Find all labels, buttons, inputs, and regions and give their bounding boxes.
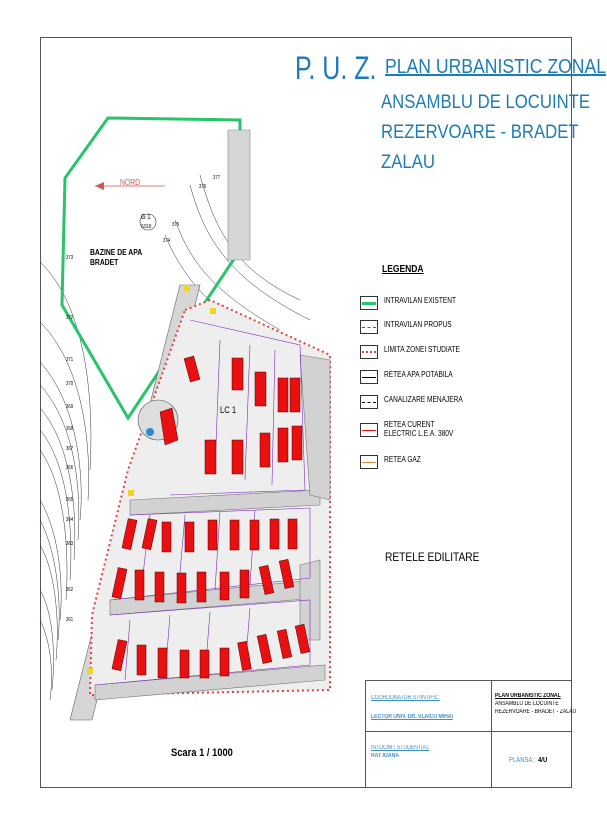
legend-swatch <box>360 296 378 310</box>
legend-item-intravilan-propus <box>360 320 560 336</box>
contour-label: 362 <box>66 587 74 593</box>
contour-label: 377 <box>213 175 221 181</box>
contour-label: 369 <box>66 404 74 410</box>
stamp-plan-line1: ANSAMBLU DE LOCUINTE <box>495 701 559 707</box>
tb-divider-v <box>491 681 492 787</box>
bazine-label: BAZINE DE APA <box>90 248 143 257</box>
stamp-plan-line2: REZERVOARE - BRADET - ZALAU <box>495 709 577 715</box>
plansa-label: PLANSA : <box>509 757 536 764</box>
legend-item-canalizare <box>360 395 560 411</box>
legend-swatch <box>360 455 378 469</box>
legend-swatch <box>360 320 378 334</box>
legend-swatch <box>360 370 378 384</box>
contour-label: 368 <box>66 426 74 432</box>
plan-subtitle-1: ANSAMBLU DE LOCUINTE <box>381 92 591 113</box>
contour-label: 363 <box>66 541 74 547</box>
legend-label-2: ELECTRIC L.E.A. 380V <box>384 429 454 438</box>
legend-item-intravilan-existent <box>360 296 560 312</box>
coordonator-label: COORDONATOR STIINTIFIC: <box>371 695 440 701</box>
g1-label: G 1 <box>141 214 151 221</box>
puz-abbr: P. U. Z. <box>295 50 377 86</box>
marker-4 <box>87 668 93 674</box>
marker-1 <box>184 285 190 291</box>
intocmit-label: INTOCMIT STUDENT(A): <box>371 745 430 751</box>
plansa-value: 4/U <box>538 757 548 764</box>
road-north <box>228 130 250 260</box>
coordonator-name: LECTOR UNIV. DR. VLAICU MIHAI <box>371 714 453 720</box>
g1-sub-label: SS18 <box>141 224 152 230</box>
marker-3 <box>128 490 134 496</box>
legend-item-retea-curent <box>360 420 560 444</box>
scale-label: Scara 1 / 1000 <box>171 747 233 759</box>
legend-swatch <box>360 395 378 409</box>
intocmit-name: RAT IOANA <box>371 753 399 759</box>
legend-label: LIMITA ZONEI STUDIATE <box>384 345 460 354</box>
legend-item-retea-gaz <box>360 455 560 471</box>
title-block <box>365 680 577 788</box>
stamp-plan-title: PLAN URBANISTIC ZONAL <box>495 693 561 699</box>
legend-item-retea-apa <box>360 370 560 386</box>
bazine-label-2: BRADET <box>90 258 119 267</box>
legend-label: RETEA CURENT <box>384 420 435 429</box>
contour-label: 373 <box>66 255 74 261</box>
contour-label: 365 <box>66 497 74 503</box>
legend-label: INTRAVILAN EXISTENT <box>384 296 457 305</box>
contour-label: 371 <box>66 357 74 363</box>
tb-divider-h <box>366 731 571 732</box>
legend-swatch <box>360 423 378 437</box>
water-node <box>146 428 154 436</box>
contour-label: 364 <box>66 517 74 523</box>
contour-label: 375 <box>172 222 180 228</box>
contour-label: 376 <box>199 184 207 190</box>
contour-label: 370 <box>66 381 74 387</box>
legend-label: CANALIZARE MENAJERA <box>384 395 463 404</box>
marker-2 <box>210 308 216 314</box>
legend-swatch <box>360 345 378 359</box>
contour-label: 366 <box>66 465 74 471</box>
contour-label: 374 <box>163 238 171 244</box>
contour-label: 372 <box>66 315 74 321</box>
legend-label: INTRAVILAN PROPUS <box>384 320 452 329</box>
legend-title: LEGENDA <box>382 264 424 275</box>
plan-title: PLAN URBANISTIC ZONAL <box>385 56 607 78</box>
plan-subtitle-2: REZERVOARE - BRADET <box>381 122 579 143</box>
nord-label: NORD <box>120 178 141 187</box>
legend-item-limita-zonei <box>360 345 560 361</box>
contour-label: 361 <box>66 617 74 623</box>
plan-subtitle-3: ZALAU <box>381 152 435 173</box>
legend-label: RETEA APA POTABILA <box>384 370 453 379</box>
legend-label: RETEA GAZ <box>384 455 421 464</box>
lc1-label: LC 1 <box>220 405 237 415</box>
contour-label: 367 <box>66 446 74 452</box>
retele-edilitare-label: RETELE EDILITARE <box>385 550 480 564</box>
